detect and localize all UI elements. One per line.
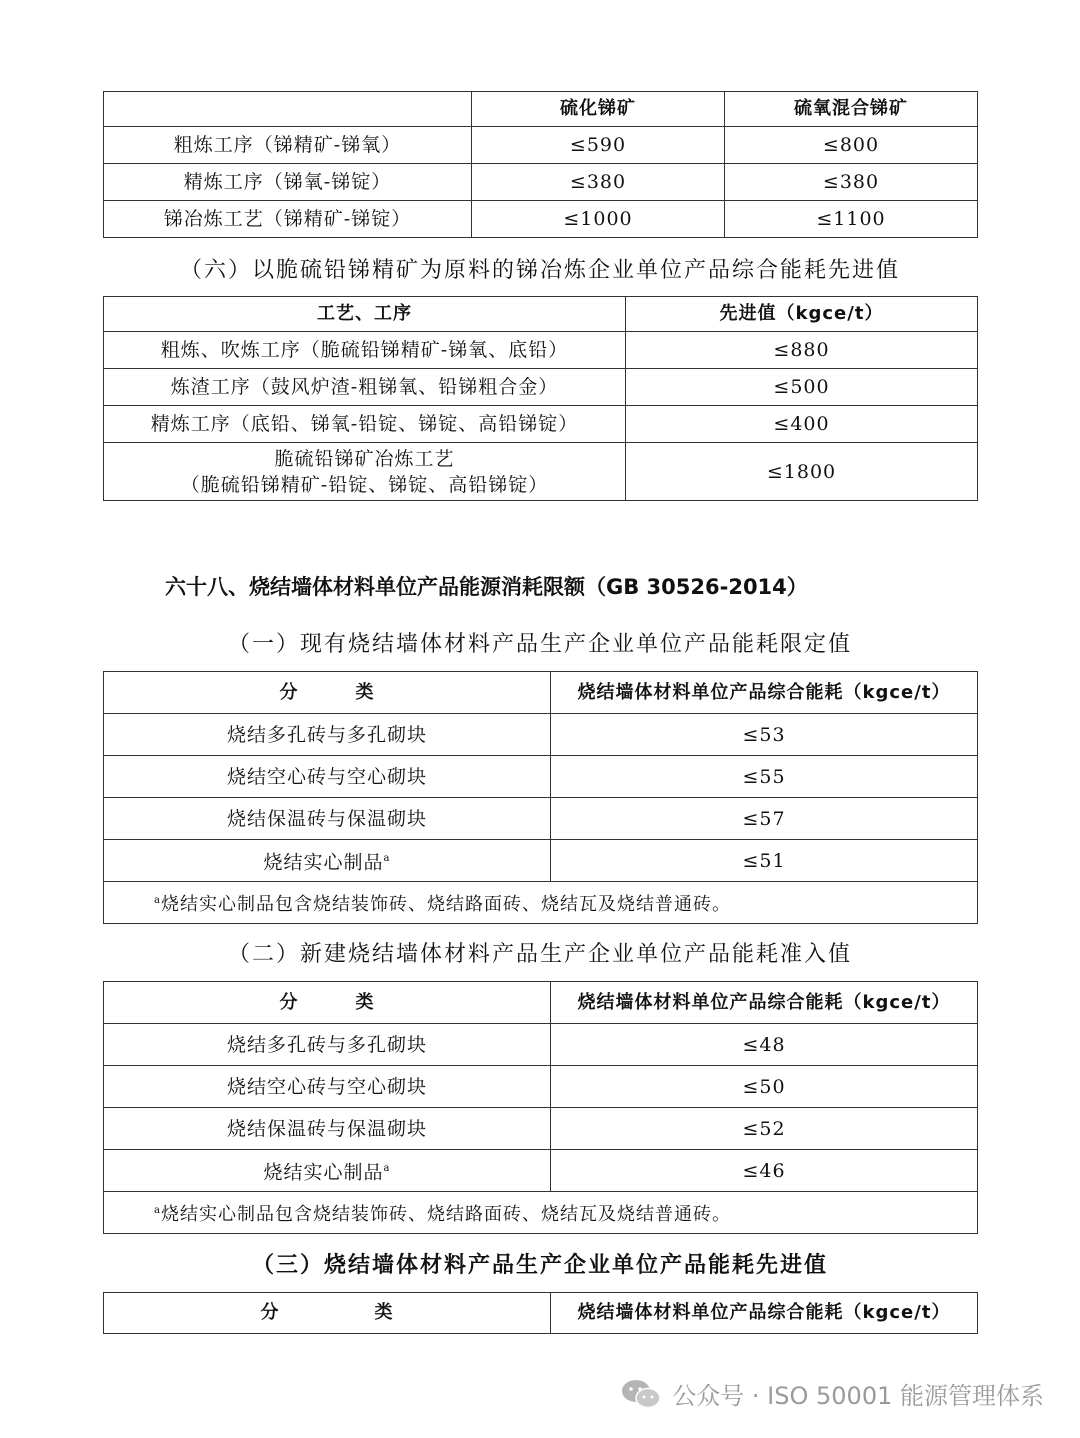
value-cell: ≤590 bbox=[472, 127, 725, 164]
header-cell: 先进值（kgce/t） bbox=[626, 297, 978, 332]
table-row bbox=[104, 443, 978, 501]
table-row bbox=[104, 1108, 978, 1150]
header-cell: 分 类 bbox=[104, 1293, 551, 1334]
value-cell: ≤880 bbox=[626, 332, 978, 369]
value-cell: ≤46 bbox=[551, 1150, 978, 1192]
table-sub-1 bbox=[103, 671, 978, 924]
table-header-row bbox=[104, 1293, 978, 1334]
category-cell bbox=[104, 1150, 551, 1192]
value-cell: ≤800 bbox=[725, 127, 978, 164]
value-cell: ≤55 bbox=[551, 756, 978, 798]
value-cell: ≤380 bbox=[725, 164, 978, 201]
table-row bbox=[104, 1066, 978, 1108]
table-note-row bbox=[104, 882, 978, 924]
table-row bbox=[104, 369, 978, 406]
category-cell bbox=[104, 840, 551, 882]
table-header-row bbox=[104, 92, 978, 127]
value-cell: ≤50 bbox=[551, 1066, 978, 1108]
watermark bbox=[620, 1376, 1044, 1411]
header-cell: 工艺、工序 bbox=[104, 297, 626, 332]
table-antimony-ore bbox=[103, 91, 978, 238]
table-row bbox=[104, 201, 978, 238]
note-cell bbox=[104, 1192, 978, 1234]
value-cell: ≤51 bbox=[551, 840, 978, 882]
table-row bbox=[104, 164, 978, 201]
category-label: 烧结实心制品 bbox=[263, 1161, 384, 1184]
section-68-heading: 六十八、烧结墙体材料单位产品能源消耗限额（GB 30526-2014） bbox=[165, 575, 808, 599]
sub-2-title: （二）新建烧结墙体材料产品生产企业单位产品能耗准入值 bbox=[227, 942, 852, 967]
section-6-title: （六）以脆硫铅锑精矿为原料的锑冶炼企业单位产品综合能耗先进值 bbox=[179, 258, 900, 283]
category-cell: 烧结空心砖与空心砌块 bbox=[104, 1066, 551, 1108]
process-cell bbox=[104, 443, 626, 501]
process-cell: 粗炼工序（锑精矿-锑氧） bbox=[104, 127, 472, 164]
table-header-row bbox=[104, 672, 978, 714]
table-header-row bbox=[104, 297, 978, 332]
value-cell: ≤1100 bbox=[725, 201, 978, 238]
table-row bbox=[104, 127, 978, 164]
table-row bbox=[104, 1150, 978, 1192]
header-cell bbox=[104, 92, 472, 127]
process-cell: 锑冶炼工艺（锑精矿-锑锭） bbox=[104, 201, 472, 238]
header-cell: 烧结墙体材料单位产品综合能耗（kgce/t） bbox=[551, 1293, 978, 1334]
table-row bbox=[104, 406, 978, 443]
sub-3-title: （三）烧结墙体材料产品生产企业单位产品能耗先进值 bbox=[251, 1253, 828, 1278]
category-cell: 烧结空心砖与空心砌块 bbox=[104, 756, 551, 798]
process-line: （脆硫铅锑精矿-铅锭、锑锭、高铅锑锭） bbox=[180, 473, 549, 496]
note-cell bbox=[104, 882, 978, 924]
value-cell: ≤400 bbox=[626, 406, 978, 443]
header-cell: 烧结墙体材料单位产品综合能耗（kgce/t） bbox=[551, 672, 978, 714]
table-row bbox=[104, 1024, 978, 1066]
table-row bbox=[104, 714, 978, 756]
footnote-mark: a bbox=[154, 1204, 161, 1216]
category-cell: 烧结保温砖与保温砌块 bbox=[104, 798, 551, 840]
value-cell: ≤57 bbox=[551, 798, 978, 840]
table-row bbox=[104, 840, 978, 882]
process-cell: 粗炼、吹炼工序（脆硫铅锑精矿-锑氧、底铅） bbox=[104, 332, 626, 369]
footnote-text: 烧结实心制品包含烧结装饰砖、烧结路面砖、烧结瓦及烧结普通砖。 bbox=[160, 1203, 731, 1225]
sub-1-title: （一）现有烧结墙体材料产品生产企业单位产品能耗限定值 bbox=[227, 632, 852, 657]
category-cell: 烧结多孔砖与多孔砌块 bbox=[104, 1024, 551, 1066]
value-cell: ≤52 bbox=[551, 1108, 978, 1150]
value-cell: ≤1800 bbox=[626, 443, 978, 501]
footnote-mark: a bbox=[154, 894, 161, 906]
table-sub-2 bbox=[103, 981, 978, 1234]
footnote-mark: a bbox=[383, 852, 391, 864]
footnote-text: 烧结实心制品包含烧结装饰砖、烧结路面砖、烧结瓦及烧结普通砖。 bbox=[160, 893, 731, 915]
wechat-icon bbox=[620, 1378, 662, 1410]
value-cell: ≤500 bbox=[626, 369, 978, 406]
header-cell: 分 类 bbox=[104, 982, 551, 1024]
table-row bbox=[104, 798, 978, 840]
table-header-row bbox=[104, 982, 978, 1024]
header-cell: 硫氧混合锑矿 bbox=[725, 92, 978, 127]
table-sub-3 bbox=[103, 1292, 978, 1334]
value-cell: ≤53 bbox=[551, 714, 978, 756]
footnote-mark: a bbox=[383, 1162, 391, 1174]
value-cell: ≤1000 bbox=[472, 201, 725, 238]
header-cell: 硫化锑矿 bbox=[472, 92, 725, 127]
process-cell: 精炼工序（锑氧-锑锭） bbox=[104, 164, 472, 201]
table-note-row bbox=[104, 1192, 978, 1234]
watermark-text: 公众号 · ISO 50001 能源管理体系 bbox=[672, 1382, 1044, 1410]
category-cell: 烧结多孔砖与多孔砌块 bbox=[104, 714, 551, 756]
table-row bbox=[104, 756, 978, 798]
process-line: 脆硫铅锑矿冶炼工艺 bbox=[274, 447, 455, 470]
category-cell: 烧结保温砖与保温砌块 bbox=[104, 1108, 551, 1150]
value-cell: ≤380 bbox=[472, 164, 725, 201]
table-row bbox=[104, 332, 978, 369]
table-section-6 bbox=[103, 296, 978, 501]
value-cell: ≤48 bbox=[551, 1024, 978, 1066]
header-cell: 分 类 bbox=[104, 672, 551, 714]
category-label: 烧结实心制品 bbox=[263, 851, 384, 874]
header-cell: 烧结墙体材料单位产品综合能耗（kgce/t） bbox=[551, 982, 978, 1024]
process-cell: 炼渣工序（鼓风炉渣-粗锑氧、铅锑粗合金） bbox=[104, 369, 626, 406]
process-cell: 精炼工序（底铅、锑氧-铅锭、锑锭、高铅锑锭） bbox=[104, 406, 626, 443]
